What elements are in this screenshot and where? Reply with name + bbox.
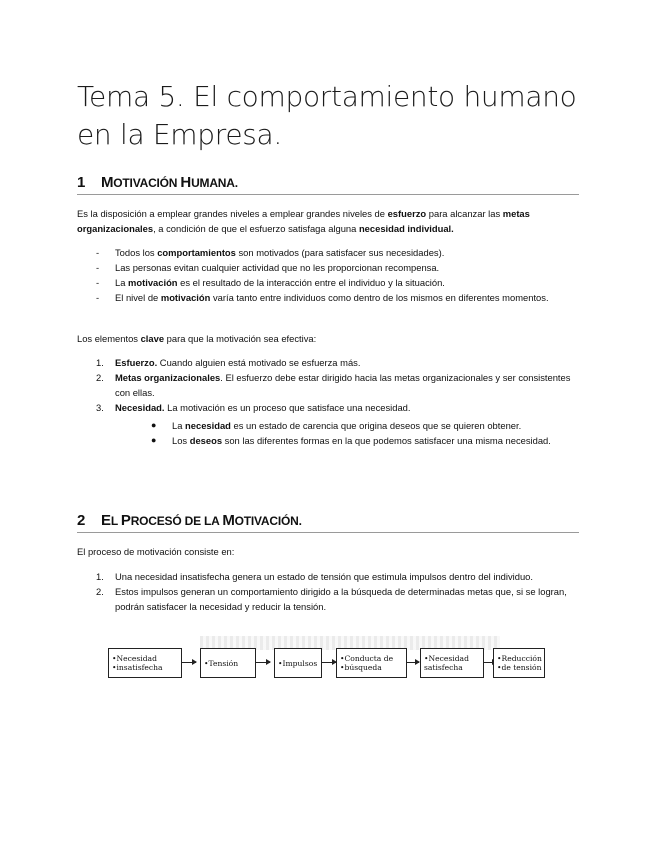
- list-text: Estos impulsos generan un comportamiento dirigido a la búsqueda de determinadas metas que, si se logran, podrán satisfacer la necesidad y reducir la tensión.: [115, 586, 567, 612]
- list-number: 3.: [96, 402, 104, 413]
- text-span: es el resultado de la interacción entre el individuo y la situación.: [177, 277, 445, 288]
- text-span: , a condición de que el esfuerzo satisfaga alguna: [153, 223, 359, 234]
- text-span: La motivación es un proceso que satisface una necesidad.: [164, 402, 411, 413]
- diagram-box-text: •Necesidad •insatisfecha: [112, 654, 163, 672]
- text-span: Todos los: [115, 247, 158, 258]
- diagram-box-unsatisfied-need: [108, 648, 182, 678]
- motivation-definition: [77, 206, 577, 236]
- bold-text: Esfuerzo.: [115, 357, 158, 368]
- dash-marker: -: [96, 262, 100, 273]
- bold-text: Necesidad.: [115, 402, 165, 413]
- heading-fragment: M: [101, 174, 114, 191]
- heading-fragment: H: [180, 174, 192, 191]
- page-title: Tema 5. El comportamiento humano en la Empresa.: [77, 80, 577, 151]
- text-span: para que la motivación sea efectiva:: [164, 333, 317, 344]
- process-steps-list: [96, 569, 576, 614]
- heading-fragment: ROCESÓ DE LA: [130, 514, 223, 528]
- text-span: es un estado de carencia que origina deseos que se quieren obtener.: [230, 420, 522, 431]
- diagram-arrow: [256, 662, 270, 663]
- list-number: 2.: [96, 372, 104, 383]
- list-text: Una necesidad insatisfecha genera un estado de tensión que estimula impulsos dentro del individuo.: [115, 571, 533, 582]
- list-item: [96, 569, 576, 584]
- text-span: El nivel de: [115, 292, 161, 303]
- bold-text: necesidad: [185, 420, 231, 431]
- list-number: 1.: [96, 357, 104, 368]
- diagram-box-search-behavior: [336, 648, 407, 678]
- text-span: son motivados (para satisfacer sus necesidades).: [235, 247, 445, 258]
- list-item: [96, 245, 576, 260]
- diagram-box-tension: [200, 648, 256, 678]
- section-2-heading: [77, 512, 577, 529]
- list-item: [96, 355, 576, 370]
- dash-marker: -: [96, 247, 100, 258]
- text-span: Es la disposición a emplear grandes niveles a emplear grandes niveles de: [77, 208, 388, 219]
- text-span: La: [115, 277, 129, 288]
- heading-fragment: UMANA.: [191, 176, 238, 190]
- diagram-arrow: [182, 662, 196, 663]
- text-span: son las diferentes formas en la que podemos satisfacer una misma necesidad.: [222, 435, 551, 446]
- diagram-box-text: •Reducción •de tensión: [497, 654, 542, 672]
- heading-fragment: OTIVACIÓN.: [234, 514, 302, 528]
- section-1-heading: [77, 174, 577, 191]
- bullet-icon: ●: [151, 435, 157, 445]
- heading-fragment: L: [110, 514, 121, 528]
- diagram-arrow: [322, 662, 336, 663]
- bullet-icon: ●: [151, 420, 157, 430]
- bold-text: esfuerzo: [387, 208, 427, 219]
- bold-text: metas organizacionales: [77, 208, 530, 234]
- heading-fragment: OTIVACIÓN: [113, 176, 181, 190]
- diagram-box-text: •Tensión: [204, 658, 239, 668]
- section-2-title: [101, 512, 302, 529]
- bold-text: necesidad individual.: [358, 223, 454, 234]
- list-number: 2.: [96, 586, 104, 597]
- section-2-rule: [77, 532, 579, 533]
- text-span: La: [172, 420, 186, 431]
- diagram-box-impulses: [274, 648, 322, 678]
- list-item: [96, 275, 576, 290]
- text-span: Los elementos: [77, 333, 141, 344]
- text-span: varía tanto entre individuos como dentro de los mismos en diferentes momentos.: [210, 292, 549, 303]
- bold-text: deseos: [189, 435, 223, 446]
- list-item: [96, 584, 576, 614]
- key-elements-intro: [77, 331, 577, 346]
- text-span: Las personas evitan cualquier actividad que no les proporcionan recompensa.: [115, 262, 440, 273]
- section-2-number: 2: [77, 512, 86, 529]
- list-item: [151, 418, 571, 433]
- list-item: [96, 370, 576, 400]
- dash-marker: -: [96, 292, 100, 303]
- list-item: [151, 433, 571, 448]
- diagram-box-tension-reduction: [493, 648, 545, 678]
- text-span: para alcanzar las: [426, 208, 503, 219]
- bold-text: clave: [140, 333, 165, 344]
- text-span: . El esfuerzo debe estar dirigido hacia las metas organizacionales y ser consistentes con ellas.: [115, 372, 571, 398]
- diagram-box-text: •Impulsos: [278, 658, 318, 668]
- need-definitions-list: [151, 418, 571, 448]
- diagram-arrow: [407, 662, 419, 663]
- list-number: 1.: [96, 571, 104, 582]
- list-item: [96, 290, 576, 305]
- diagram-box-text: •Conducta de •búsqueda: [340, 654, 394, 672]
- section-1-title: [101, 174, 238, 191]
- heading-fragment: E: [101, 512, 111, 529]
- section-1-rule: [77, 194, 579, 195]
- list-item: [96, 260, 576, 275]
- key-elements-list: [96, 355, 576, 415]
- text-span: Los: [172, 435, 190, 446]
- bold-text: motivación: [128, 277, 178, 288]
- section-1-number: 1: [77, 174, 86, 191]
- dash-marker: -: [96, 277, 100, 288]
- bold-text: comportamientos: [157, 247, 236, 258]
- bold-text: motivación: [160, 292, 211, 303]
- text-span: Cuando alguien está motivado se esfuerza más.: [157, 357, 361, 368]
- list-item: [96, 400, 576, 415]
- process-intro: El proceso de motivación consiste en:: [77, 546, 235, 557]
- heading-fragment: M: [222, 512, 235, 529]
- motivation-facts-list: [96, 245, 576, 305]
- motivation-process-diagram: [108, 636, 546, 684]
- bold-text: Metas organizacionales: [115, 372, 221, 383]
- diagram-box-text: •Necesidad satisfecha: [424, 654, 469, 672]
- heading-fragment: P: [120, 512, 131, 529]
- diagram-box-satisfied-need: [420, 648, 484, 678]
